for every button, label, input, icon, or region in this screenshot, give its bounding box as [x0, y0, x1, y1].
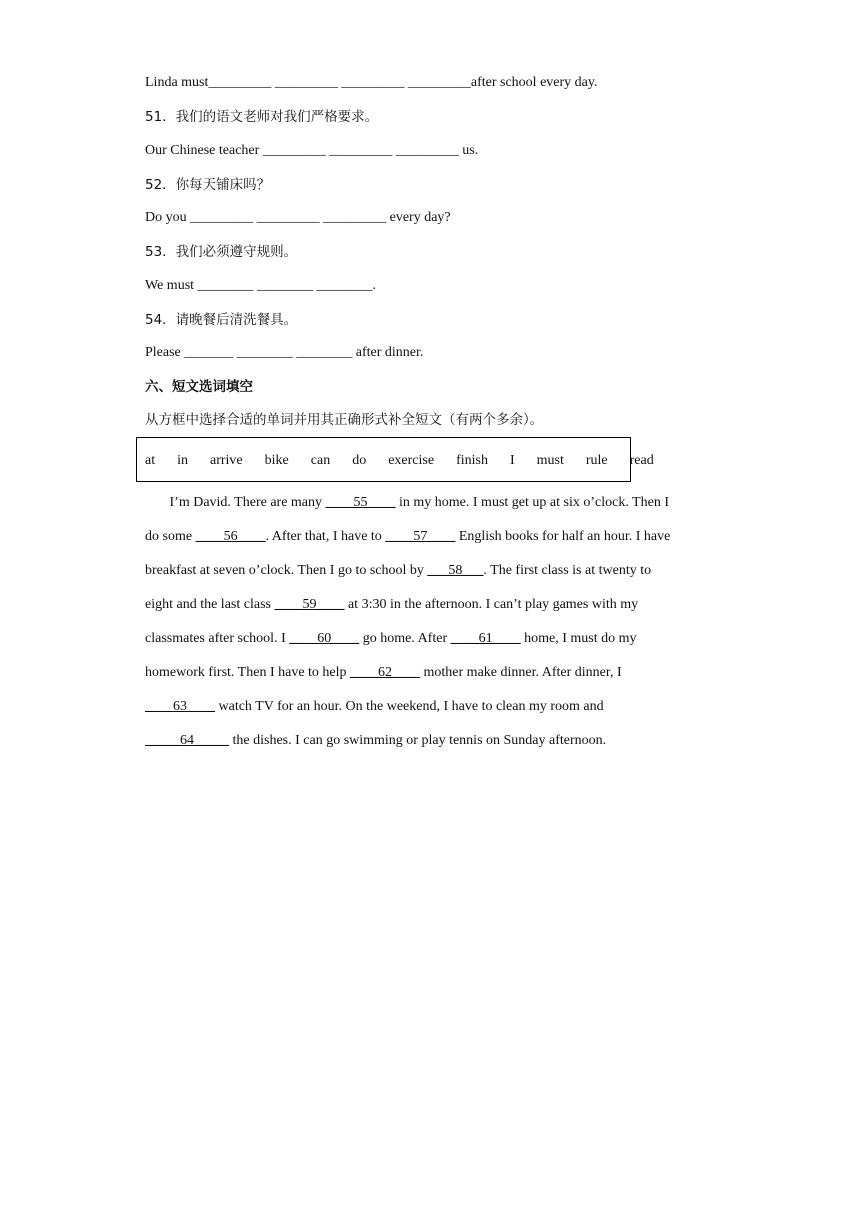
passage-text: . The first class is at twenty to	[483, 563, 652, 578]
answer-51: Our Chinese teacher _________ _________ _________ us.	[145, 143, 479, 158]
blank-55: ____55____	[325, 495, 396, 510]
passage-text: English books for half an hour. I have	[455, 529, 671, 544]
word-item: arrive	[210, 453, 243, 468]
blank-56: ____56____	[195, 529, 266, 544]
passage-text: homework first. Then I have to help	[145, 665, 351, 680]
word-item: bike	[264, 453, 289, 468]
answer-52: Do you _________ _________ _________ every day?	[145, 210, 451, 225]
blank-63: ____63____	[145, 699, 215, 714]
passage-text: I’m David. There are many	[145, 495, 326, 510]
question-52: 52．你每天铺床吗？	[145, 177, 271, 193]
blank-60: ____60____	[289, 631, 360, 646]
passage-line	[145, 486, 725, 520]
word-box	[136, 437, 654, 482]
passage-line	[145, 656, 725, 690]
blank-64: _____64_____	[145, 733, 229, 748]
passage-text: breakfast at seven o’clock. Then I go to school by	[145, 563, 428, 578]
question-53: 53．我们必须遵守规则。	[145, 244, 298, 260]
passage-line	[145, 554, 725, 588]
passage-text: at 3:30 in the afternoon. I can’t play games with my	[344, 597, 639, 612]
word-item: rule	[585, 453, 608, 468]
line-50-answer: Linda must_________ _________ _________ _________after school every day.	[145, 75, 598, 90]
passage-text: do some	[145, 529, 196, 544]
passage-text: home, I must do my	[520, 631, 637, 646]
word-item: read	[629, 453, 654, 468]
answer-53: We must ________ ________ ________.	[145, 278, 377, 293]
word-item: can	[310, 453, 331, 468]
passage-text: . After that, I have to	[265, 529, 386, 544]
section-instruction: 从方框中选择合适的单词并用其正确形式补全短文（有两个多余）。	[145, 412, 544, 428]
blank-61: ____61____	[450, 631, 521, 646]
word-item: must	[536, 453, 564, 468]
passage	[145, 486, 725, 758]
word-item: at	[145, 453, 156, 468]
blank-57: ____57____	[385, 529, 456, 544]
section-heading: 六、短文选词填空	[145, 379, 253, 395]
passage-line	[145, 724, 725, 758]
question-51: 51．我们的语文老师对我们严格要求。	[145, 109, 379, 125]
word-item: do	[352, 453, 367, 468]
word-list	[145, 453, 654, 469]
passage-line	[145, 588, 725, 622]
passage-text: in my home. I must get up at six o’clock. Then I	[395, 495, 669, 510]
passage-line	[145, 520, 725, 554]
passage-text: watch TV for an hour. On the weekend, I have to clean my room and	[215, 699, 604, 714]
passage-line	[145, 690, 725, 724]
passage-text: eight and the last class	[145, 597, 275, 612]
blank-58: ___58___	[427, 563, 484, 578]
passage-text: the dishes. I can go swimming or play tennis on Sunday afternoon.	[229, 733, 607, 748]
question-54: 54．请晚餐后清洗餐具。	[145, 312, 298, 328]
passage-text: classmates after school. I	[145, 631, 290, 646]
blank-62: ____62____	[350, 665, 421, 680]
passage-text: mother make dinner. After dinner, I	[420, 665, 622, 680]
word-item: exercise	[388, 453, 435, 468]
word-item: in	[177, 453, 188, 468]
passage-text: go home. After	[359, 631, 451, 646]
answer-54: Please _______ ________ ________ after dinner.	[145, 345, 424, 360]
blank-59: ____59____	[274, 597, 345, 612]
word-item: I	[509, 453, 515, 468]
word-item: finish	[456, 453, 488, 468]
passage-line	[145, 622, 725, 656]
